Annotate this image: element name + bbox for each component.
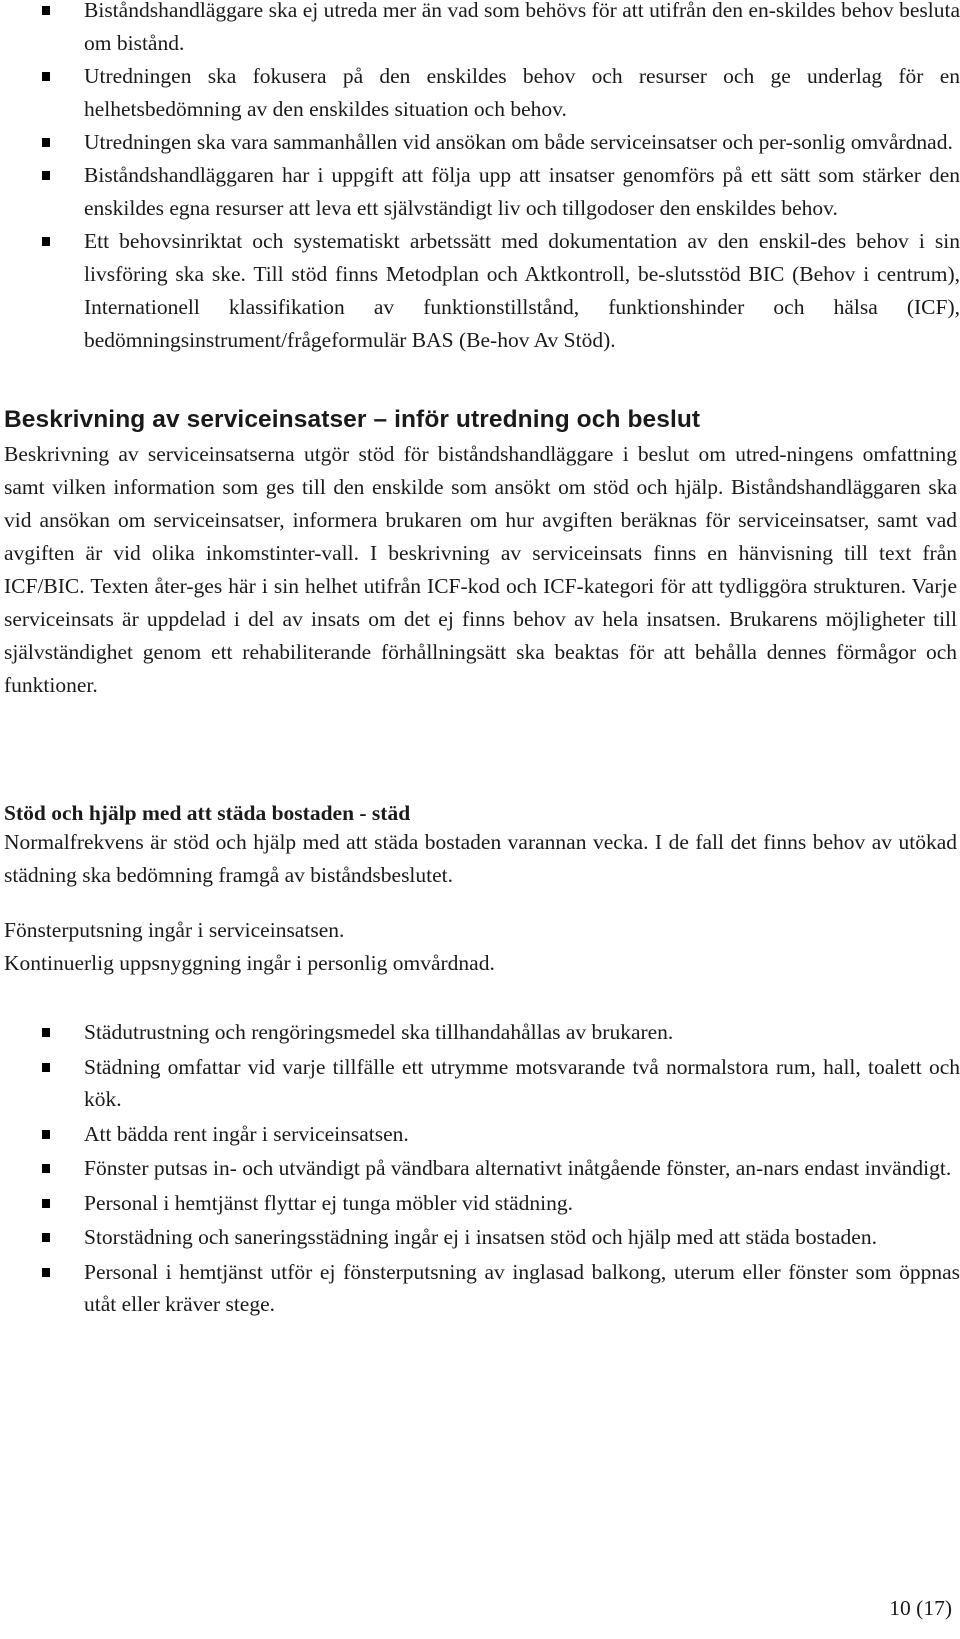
square-bullet-icon [42, 1028, 50, 1037]
list-item-text: Utredningen ska vara sammanhållen vid ansökan om både serviceinsatser och per-sonlig omvårdnad. [84, 130, 953, 154]
list-item [0, 1221, 960, 1254]
list-item-text: Biståndshandläggaren har i uppgift att följa upp att insatser genomförs på ett sätt som stärker den enskildes egna resurser att leva ett självständigt liv och tillgodoser den enskildes behov. [84, 163, 960, 220]
square-bullet-icon [42, 1130, 50, 1139]
square-bullet-icon [42, 171, 50, 180]
subsection-heading: Stöd och hjälp med att städa bostaden - städ [4, 801, 411, 825]
list-item [0, 126, 960, 159]
list-item-text: Fönster putsas in- och utvändigt på vändbara alternativt inåtgående fönster, an-nars endast invändigt. [84, 1156, 952, 1180]
list-item-text: Städutrustning och rengöringsmedel ska tillhandahållas av brukaren. [84, 1020, 674, 1044]
list-item-text: Ett behovsinriktat och systematiskt arbetssätt med dokumentation av den enskil-des behov i sin livsföring ska ske. Till stöd finns Metodplan och Aktkontroll, be-slutsstöd BIC (Behov i centrum), Internationell klassifikation av funktionstillstånd, funktionshinder och hälsa (ICF), bedömningsinstrument/frågeformulär BAS (Be-hov Av Stöd). [84, 229, 960, 352]
section-paragraph: Beskrivning av serviceinsatserna utgör stöd för biståndshandläggare i beslut om utred-ningens omfattning samt vilken information som ges till den enskilde som ansökt om stöd och hjälp. Biståndshandläggaren ska vid ansökan om serviceinsatser, informera brukaren om hur avgiften beräknas för serviceinsatser, samt vad avgiften är vid olika inkomstinter-vall. I beskrivning av serviceinsats finns en hänvisning till text från ICF/BIC. Texten åter-ges här i sin helhet utifrån ICF-kod och ICF-kategori för att tydliggöra strukturen. Varje serviceinsats är uppdelad i del av insats om det ej finns behov av hela insatsen. Brukarens möjligheter till självständighet genom ett rehabiliterande förhållningsätt ska beaktas för att behålla dennes förmågor och funktioner. [4, 442, 957, 697]
list-item [0, 159, 960, 225]
list-item [0, 0, 960, 60]
list-item-text: Personal i hemtjänst flyttar ej tunga möbler vid städning. [84, 1190, 574, 1215]
square-bullet-icon [42, 1233, 50, 1242]
list-item [0, 1187, 960, 1220]
square-bullet-icon [42, 72, 50, 81]
square-bullet-icon [42, 1268, 50, 1277]
list-item-text: Städning omfattar vid varje tillfälle ett utrymme motsvarande två normalstora rum, hall, toalett och kök. [84, 1054, 960, 1111]
list-item [0, 1256, 960, 1321]
list-item [0, 1016, 960, 1049]
square-bullet-icon [42, 1164, 50, 1173]
section-heading: Beskrivning av serviceinsatser – inför utredning och beslut [4, 406, 701, 433]
page-number: 10 (17) [889, 1596, 952, 1620]
note-line: Fönsterputsning ingår i serviceinsatsen. [4, 918, 345, 942]
square-bullet-icon [42, 1199, 50, 1208]
list-item-text: Storstädning och saneringsstädning ingår ej i insatsen stöd och hjälp med att städa bostaden. [84, 1225, 877, 1249]
list-item [0, 225, 960, 357]
list-item [0, 1152, 960, 1185]
list-item-text: Biståndshandläggare ska ej utreda mer än vad som behövs för att utifrån den en-skildes behov besluta om bistånd. [84, 0, 960, 55]
list-item [0, 1118, 960, 1151]
square-bullet-icon [42, 6, 50, 15]
list-item-text: Utredningen ska fokusera på den enskildes behov och resurser och ge underlag för en helhetsbedömning av den enskildes situation och behov. [84, 64, 960, 121]
requirements-bullet-list [0, 0, 960, 357]
square-bullet-icon [42, 1063, 50, 1072]
list-item-text: Personal i hemtjänst utför ej fönsterputsning av inglasad balkong, uterum eller fönster som öppnas utåt eller kräver stege. [84, 1259, 960, 1316]
list-item [0, 1051, 960, 1116]
list-item-text: Att bädda rent ingår i serviceinsatsen. [84, 1121, 409, 1146]
cleaning-bullet-list [0, 1016, 960, 1323]
subsection-paragraph: Normalfrekvens är stöd och hjälp med att städa bostaden varannan vecka. I de fall det finns behov av utökad städning ska bedömning framgå av biståndsbeslutet. [4, 830, 957, 887]
note-line: Kontinuerlig uppsnyggning ingår i personlig omvårdnad. [4, 951, 495, 975]
square-bullet-icon [42, 138, 50, 147]
list-item [0, 60, 960, 126]
square-bullet-icon [42, 237, 50, 246]
